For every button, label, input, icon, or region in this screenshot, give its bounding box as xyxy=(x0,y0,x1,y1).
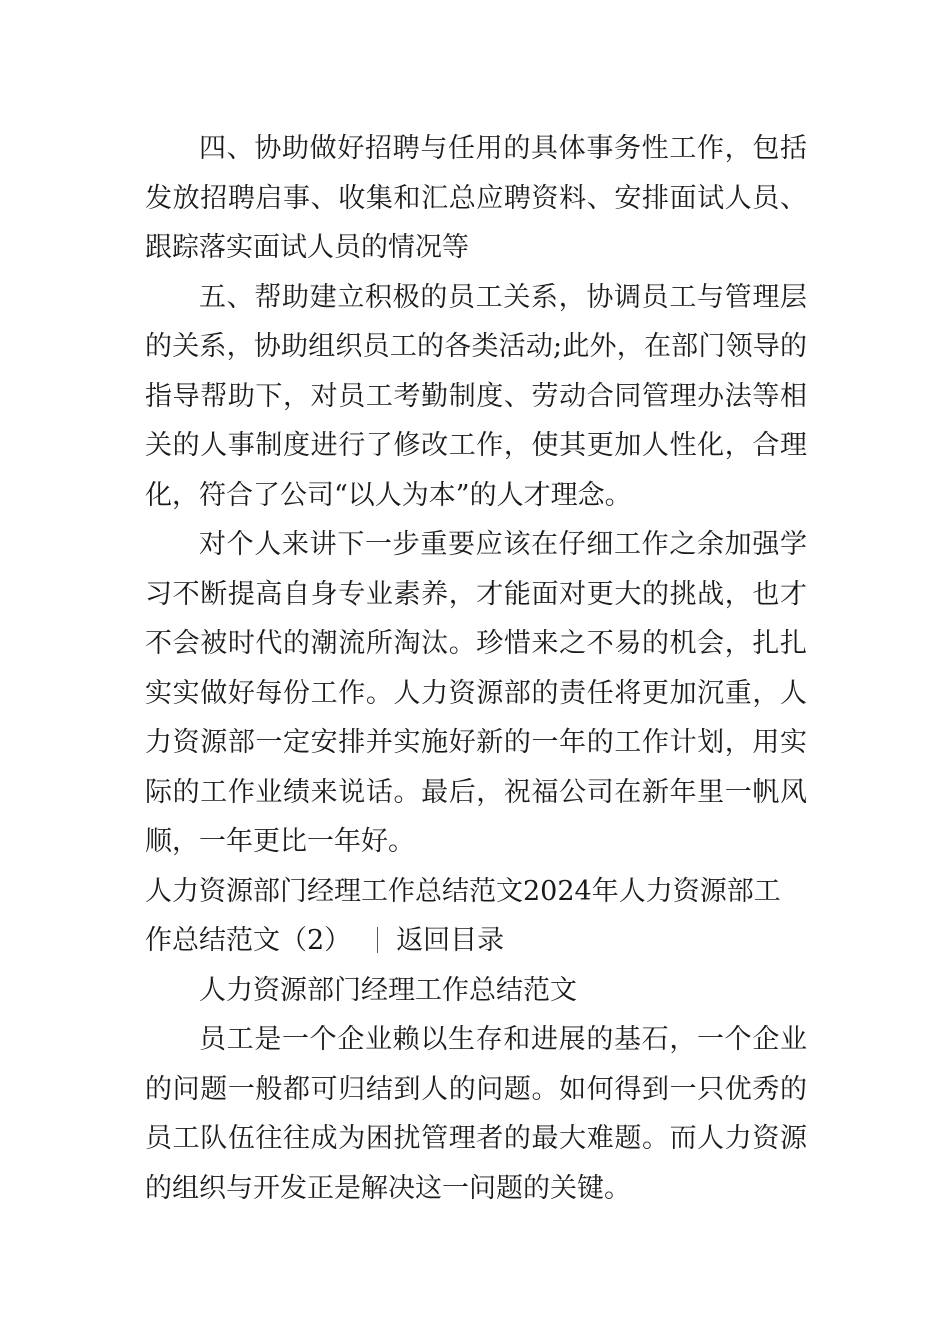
separator-bar xyxy=(377,927,378,953)
document-body xyxy=(145,124,807,1213)
paragraph-personal-outlook: 对个人来讲下一步重要应该在仔细工作之余加强学习不断提高自身专业素养，才能面对更大的挑战，也才不会被时代的潮流所淘汰。珍惜来之不易的机会，扎扎实实做好每份工作。人力资源部的责任将更加沉重，人力资源部一定安排并实施好新的一年的工作计划，用实际的工作业绩来说话。最后，祝福公司在新年里一帆风顺，一年更比一年好。 xyxy=(145,529,807,857)
section-heading-title: 人力资源部门经理工作总结范文2024年人力资源部工作总结范文（2） xyxy=(145,875,781,956)
paragraph-employee-relations: 五、帮助建立积极的员工关系，协调员工与管理层的关系，协助组织员工的各类活动;此外，在部门领导的指导帮助下，对员工考勤制度、劳动合同管理办法等相关的人事制度进行了修改工作，使其更加人性化，合理化，符合了公司“以人为本”的人才理念。 xyxy=(145,281,807,511)
paragraph-recruitment: 四、协助做好招聘与任用的具体事务性工作，包括发放招聘启事、收集和汇总应聘资料、安排面试人员、跟踪落实面试人员的情况等 xyxy=(145,133,807,263)
paragraph-employees-foundation: 员工是一个企业赖以生存和进展的基石，一个企业的问题一般都可归结到人的问题。如何得到一只优秀的员工队伍往往成为困扰管理者的最大难题。而人力资源的组织与开发正是解决这一问题的关键。 xyxy=(145,1024,807,1204)
back-to-contents-link[interactable]: 返回目录 xyxy=(396,925,505,956)
section-subtitle: 人力资源部门经理工作总结范文 xyxy=(199,974,577,1006)
section-heading xyxy=(145,867,807,966)
